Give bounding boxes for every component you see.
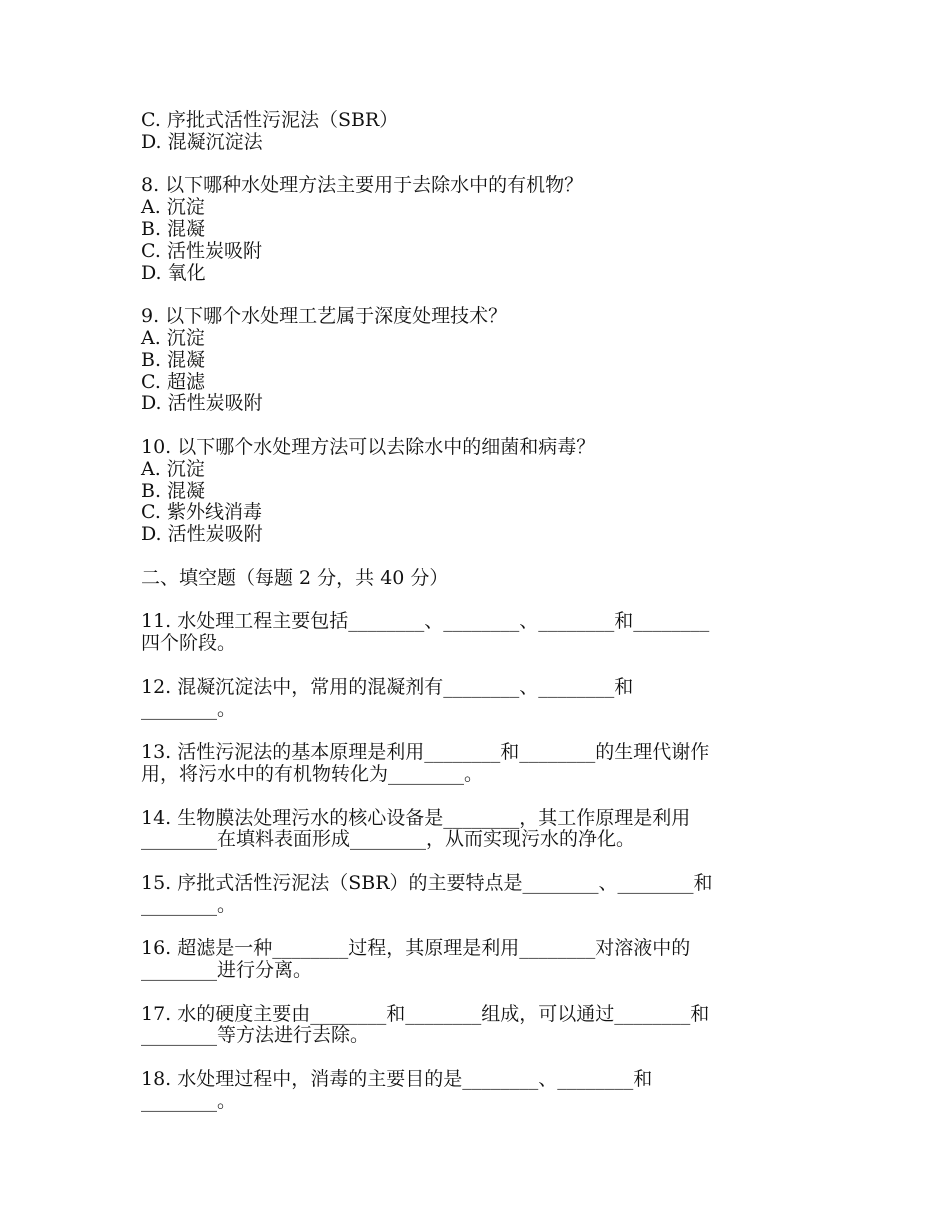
option-b: B. 混凝 bbox=[141, 348, 206, 371]
option-c: C. 紫外线消毒 bbox=[141, 501, 262, 524]
fill-blank-16 bbox=[141, 938, 801, 982]
option-c: C. 序批式活性污泥法（SBR） bbox=[141, 109, 399, 131]
question-line-1: 14. 生物膜法处理污水的核心设备是________，其工作原理是利用 bbox=[141, 806, 691, 829]
option-a: A. 沉淀 bbox=[141, 326, 205, 349]
question-line-2: ________在填料表面形成________，从而实现污水的净化。 bbox=[141, 828, 636, 851]
question-stem: 8. 以下哪种水处理方法主要用于去除水中的有机物？ bbox=[141, 174, 584, 197]
option-d: D. 活性炭吸附 bbox=[141, 523, 263, 546]
fill-blank-13 bbox=[141, 742, 801, 786]
question-line-1: 16. 超滤是一种________过程，其原理是利用________对溶液中的 bbox=[141, 937, 691, 960]
question-line-1: 18. 水处理过程中，消毒的主要目的是________、________和 bbox=[141, 1068, 653, 1091]
fill-blank-12 bbox=[141, 677, 801, 721]
question-stem: 10. 以下哪个水处理方法可以去除水中的细菌和病毒？ bbox=[141, 435, 596, 458]
question-line-2: ________等方法进行去除。 bbox=[141, 1024, 370, 1047]
question-stem: 9. 以下哪个水处理工艺属于深度处理技术？ bbox=[141, 305, 508, 328]
option-d: D. 活性炭吸附 bbox=[141, 392, 263, 415]
option-b: B. 混凝 bbox=[141, 217, 206, 240]
question-9 bbox=[141, 306, 801, 415]
question-line-2: ________。 bbox=[141, 1089, 237, 1112]
question-line-2: 用，将污水中的有机物转化为________。 bbox=[141, 762, 484, 785]
question-line-2: 四个阶段。 bbox=[141, 632, 237, 655]
option-a: A. 沉淀 bbox=[141, 457, 205, 480]
option-c: C. 活性炭吸附 bbox=[141, 239, 262, 262]
question-line-2: ________进行分离。 bbox=[141, 959, 313, 982]
option-d: D. 混凝沉淀法 bbox=[141, 130, 263, 153]
question-line-1: 17. 水的硬度主要由________和________组成，可以通过________和 bbox=[141, 1002, 710, 1025]
document-page bbox=[141, 110, 801, 1134]
question-10 bbox=[141, 437, 801, 546]
question-line-1: 11. 水处理工程主要包括________、________、________和________ bbox=[141, 610, 710, 633]
option-c: C. 超滤 bbox=[141, 370, 205, 393]
question-line-2: ________。 bbox=[141, 697, 237, 720]
question-8 bbox=[141, 175, 801, 284]
continued-options bbox=[141, 110, 801, 154]
fill-blank-15 bbox=[141, 873, 801, 917]
question-line-2: ________。 bbox=[141, 893, 237, 916]
question-line-1: 15. 序批式活性污泥法（SBR）的主要特点是________、________和 bbox=[141, 871, 713, 894]
fill-blank-14 bbox=[141, 808, 801, 852]
option-b: B. 混凝 bbox=[141, 479, 206, 502]
fill-blank-18 bbox=[141, 1069, 801, 1113]
fill-blank-17 bbox=[141, 1004, 801, 1048]
option-a: A. 沉淀 bbox=[141, 196, 205, 219]
question-line-1: 13. 活性污泥法的基本原理是利用________和________的生理代谢作 bbox=[141, 741, 710, 764]
section-heading: 二、填空题（每题 2 分，共 40 分） bbox=[141, 566, 449, 589]
question-line-1: 12. 混凝沉淀法中，常用的混凝剂有________、________和 bbox=[141, 675, 634, 698]
option-d: D. 氧化 bbox=[141, 261, 206, 284]
fill-blank-11 bbox=[141, 611, 801, 655]
